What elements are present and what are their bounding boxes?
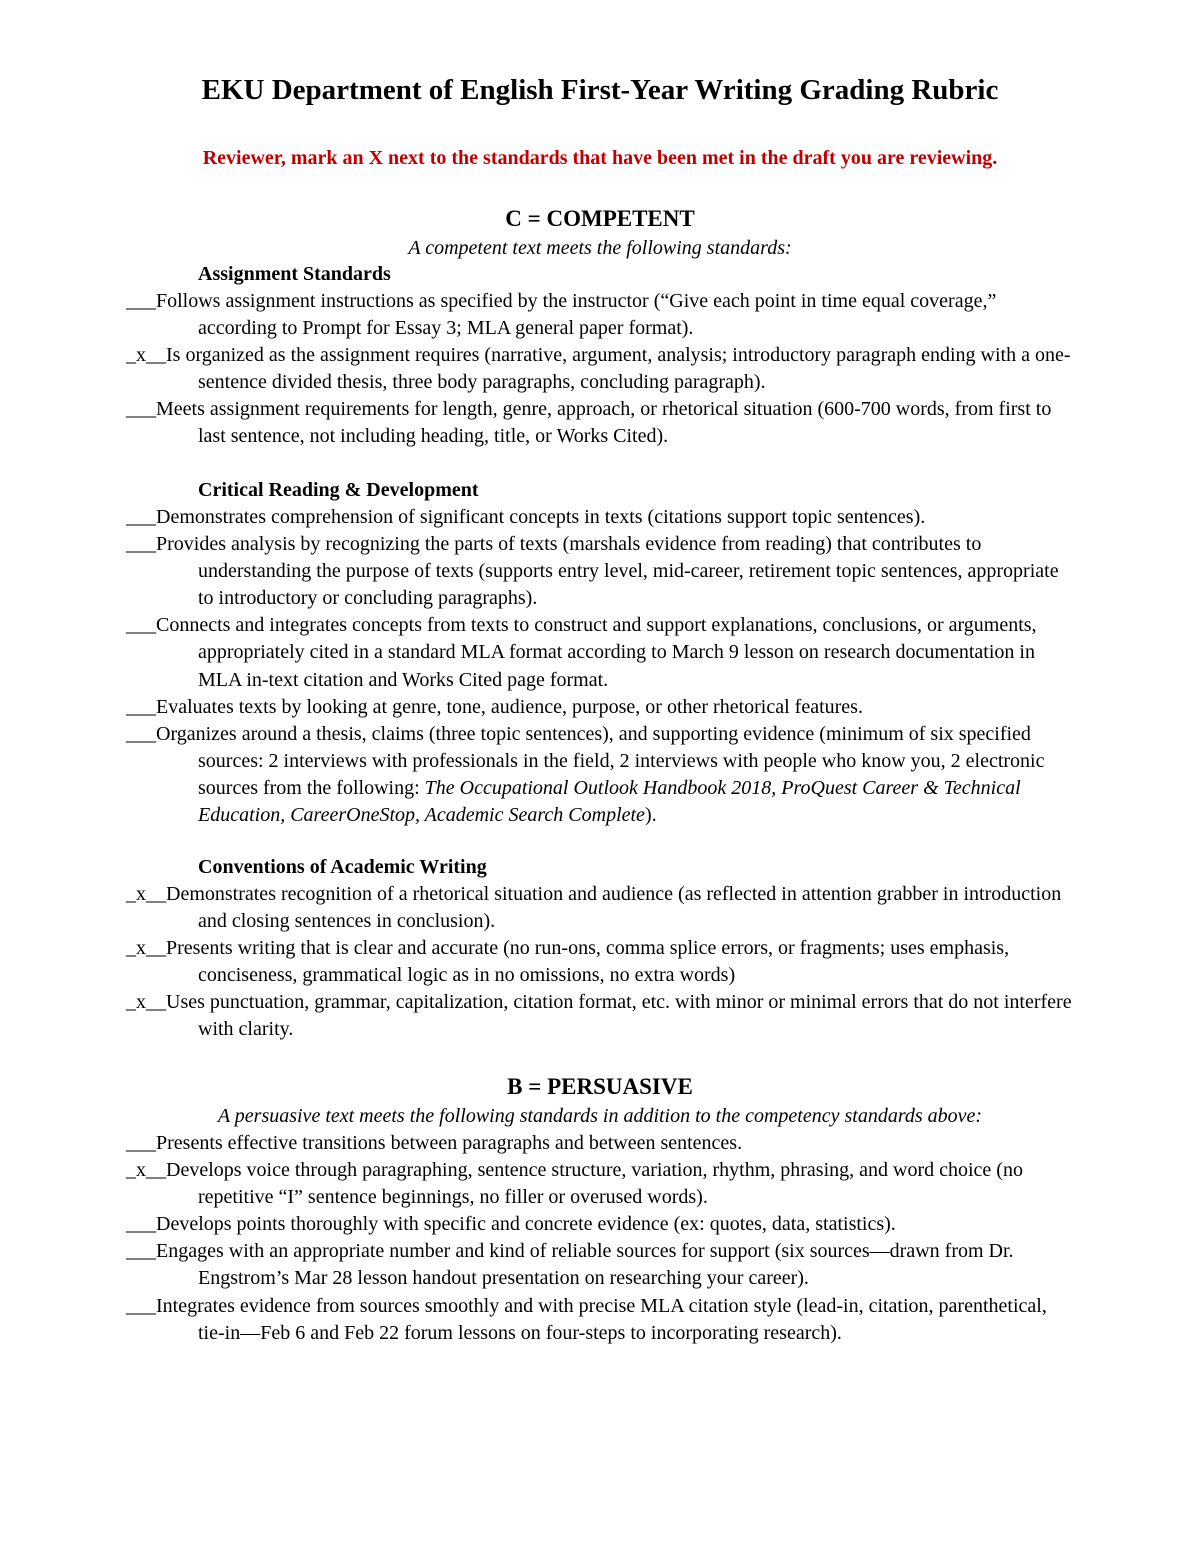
criterion-mark: ___ <box>126 290 156 312</box>
criterion-mark: ___ <box>126 695 156 718</box>
criterion-item <box>126 1293 1076 1347</box>
criterion-text: Meets assignment requirements for length, genre, approach, or rhetorical situation (600-700 words, from first to last sentence, not including heading, title, or Works Cited). <box>156 398 1052 448</box>
criterion-text: Organizes around a thesis, claims (three topic sentences), and supporting evidence (minimum of six specified sources: 2 interviews with professionals in the field, 2 interviews with people who know you, 2 electronic sources from the following: <box>156 722 1045 799</box>
criterion-mark: _x__ <box>126 883 166 905</box>
criterion-item <box>126 531 1076 612</box>
critical-reading-heading: Critical Reading & Development <box>198 479 479 501</box>
criterion-mark: ___ <box>126 1132 156 1154</box>
criterion-mark: ___ <box>126 722 156 745</box>
criterion-text: Develops voice through paragraphing, sentence structure, variation, rhythm, phrasing, and word choice (no repetitive “I” sentence beginnings, no filler or overused words). <box>166 1159 1023 1209</box>
criterion-item <box>126 504 1076 531</box>
conventions-list <box>126 881 1076 1044</box>
criterion-item <box>126 721 1076 829</box>
criterion-mark: ___ <box>126 614 156 637</box>
assignment-standards-heading: Assignment Standards <box>198 263 391 285</box>
competent-heading: C = COMPETENT <box>505 206 695 231</box>
criterion-item <box>126 989 1076 1043</box>
criterion-item <box>126 1130 1076 1157</box>
competent-description: A competent text meets the following standards: <box>408 237 792 259</box>
criterion-text: Connects and integrates concepts from texts to construct and support explanations, conclusions, or arguments, appropriately cited in a standard MLA format according to March 9 lesson on research documentation in MLA in-text citation and Works Cited page format. <box>156 614 1037 691</box>
criterion-item <box>126 396 1076 450</box>
criterion-text: Presents writing that is clear and accurate (no run-ons, comma splice errors, or fragments; uses emphasis, conciseness, grammatical logic as in no omissions, no extra words) <box>166 937 1010 987</box>
criterion-text: Is organized as the assignment requires (narrative, argument, analysis; introductory paragraph ending with a one-sentence divided thesis, three body paragraphs, concluding paragraph). <box>166 344 1071 394</box>
criterion-text: Evaluates texts by looking at genre, tone, audience, purpose, or other rhetorical features. <box>156 695 863 718</box>
criterion-text: Integrates evidence from sources smoothly and with precise MLA citation style (lead-in, citation, parenthetical, tie-in—Feb 6 and Feb 22 forum lessons on four-steps to incorporating research). <box>156 1294 1047 1344</box>
criterion-text-end: ). <box>644 804 657 827</box>
persuasive-description: A persuasive text meets the following standards in addition to the competency standards above: <box>217 1105 983 1127</box>
criterion-mark: ___ <box>126 506 156 528</box>
criterion-mark: ___ <box>126 533 156 556</box>
criterion-text: Demonstrates comprehension of significant concepts in texts (citations support topic sentences). <box>156 506 926 528</box>
criterion-text: Follows assignment instructions as specified by the instructor (“Give each point in time equal coverage,” according to Prompt for Essay 3; MLA general paper format). <box>156 290 997 340</box>
criterion-text: Uses punctuation, grammar, capitalization, citation format, etc. with minor or minimal errors that do not interfere with clarity. <box>166 991 1072 1041</box>
criterion-mark: ___ <box>126 398 156 421</box>
criterion-mark: ___ <box>126 1240 156 1263</box>
criterion-item <box>126 288 1076 342</box>
criterion-mark: _x__ <box>126 1159 166 1182</box>
persuasive-heading: B = PERSUASIVE <box>507 1074 693 1099</box>
criterion-text: Provides analysis by recognizing the parts of texts (marshals evidence from reading) that contributes to understanding the purpose of texts (supports entry level, mid-career, retirement topic sentences, appropriate to introductory or concluding paragraphs). <box>156 533 1059 610</box>
criterion-text-italic: The Occupational Outlook Handbook 2018, ProQuest Career & Technical Education, CareerOneStop, Academic Search Complete <box>198 776 1021 827</box>
criterion-item <box>126 1157 1076 1211</box>
criterion-item <box>126 612 1076 693</box>
criterion-text: Demonstrates recognition of a rhetorical situation and audience (as reflected in attention grabber in introduction and closing sentences in conclusion). <box>166 883 1062 933</box>
persuasive-list <box>126 1130 1076 1347</box>
criterion-item <box>126 342 1076 396</box>
criterion-mark: ___ <box>126 1213 156 1236</box>
reviewer-instruction: Reviewer, mark an X next to the standards that have been met in the draft you are reviewing. <box>202 147 998 169</box>
criterion-text: Develops points thoroughly with specific and concrete evidence (ex: quotes, data, statistics). <box>156 1213 896 1236</box>
criterion-text: Presents effective transitions between paragraphs and between sentences. <box>156 1132 743 1154</box>
criterion-mark: _x__ <box>126 344 166 367</box>
criterion-item <box>126 881 1076 935</box>
assignment-standards-list <box>126 288 1076 451</box>
criterion-mark: _x__ <box>126 991 166 1014</box>
conventions-heading: Conventions of Academic Writing <box>198 856 487 878</box>
criterion-item <box>126 1238 1076 1292</box>
criterion-text: Engages with an appropriate number and kind of reliable sources for support (six sources—drawn from Dr. Engstrom’s Mar 28 lesson handout presentation on researching your career). <box>156 1240 1014 1290</box>
document-title: EKU Department of English First-Year Writing Grading Rubric <box>201 74 999 106</box>
critical-reading-list <box>126 504 1076 829</box>
criterion-item <box>126 694 1076 721</box>
criterion-mark: ___ <box>126 1294 156 1317</box>
criterion-item <box>126 1211 1076 1238</box>
criterion-mark: _x__ <box>126 937 166 960</box>
criterion-item <box>126 935 1076 989</box>
